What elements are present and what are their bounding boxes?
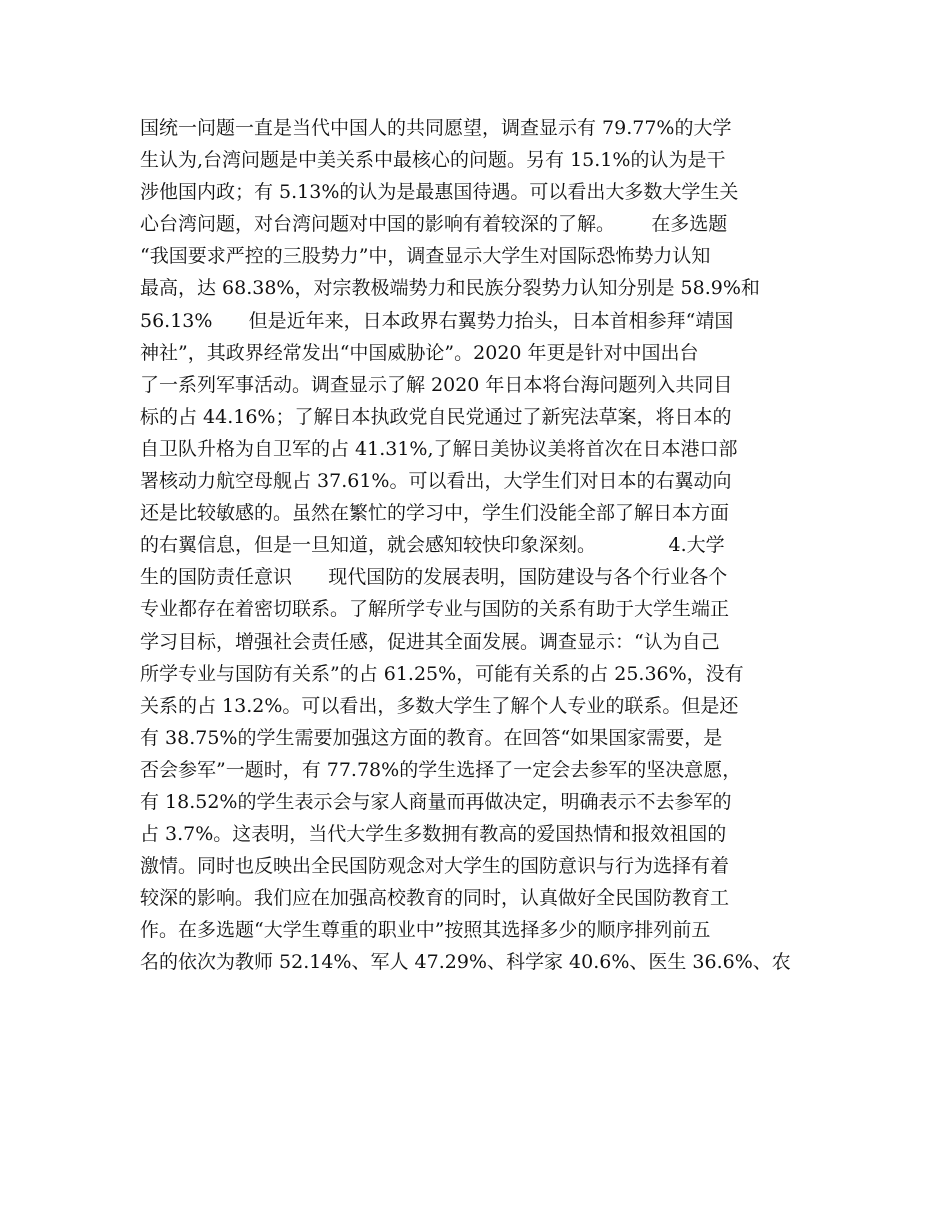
text-line-18: 所学专业与国防有关系”的占 61.25%，可能有关系的占 25.36%，没有: [140, 662, 744, 685]
text-line-2: 生认为,台湾问题是中美关系中最核心的问题。另有 15.1%的认为是干: [140, 149, 726, 172]
text-line-3: 涉他国内政；有 5.13%的认为是最惠国待遇。可以看出大多数大学生关: [140, 181, 739, 204]
text-line-20: 有 38.75%的学生需要加强这方面的教育。在回答“如果国家需要，是: [140, 726, 723, 749]
text-line-10: 标的占 44.16%；了解日本执政党自民党通过了新宪法草案，将日本的: [140, 405, 732, 428]
body-text: [140, 112, 820, 979]
text-line-11: 自卫队升格为自卫军的占 41.31%,了解日美协议美将首次在日本港口部: [140, 437, 738, 460]
text-line-5: “我国要求严控的三股势力”中，调查显示大学生对国际恐怖势力认知: [140, 245, 711, 268]
text-line-9: 了一系列军事活动。调查显示了解 2020 年日本将台海问题列入共同目: [140, 373, 733, 396]
text-line-6: 最高，达 68.38%，对宗教极端势力和民族分裂势力认知分别是 58.9%和: [140, 277, 760, 300]
text-line-16: 专业都存在着密切联系。了解所学专业与国防的关系有助于大学生端正: [140, 598, 730, 621]
text-line-17: 学习目标，增强社会责任感，促进其全面发展。调查显示：“认为自己: [140, 630, 720, 653]
text-line-24: 激情。同时也反映出全民国防观念对大学生的国防意识与行为选择有着: [140, 855, 730, 878]
text-line-4: 心台湾问题，对台湾问题对中国的影响有着较深的了解。 在多选题: [140, 213, 728, 236]
text-line-19: 关系的占 13.2%。可以看出，多数大学生了解个人专业的联系。但是还: [140, 694, 739, 717]
text-line-15: 生的国防责任意识 现代国防的发展表明，国防建设与各个行业各个: [140, 566, 728, 589]
text-line-13: 还是比较敏感的。虽然在繁忙的学习中，学生们没能全部了解日本方面: [140, 502, 730, 525]
text-line-22: 有 18.52%的学生表示会与家人商量而再做决定，明确表示不去参军的: [140, 790, 732, 813]
text-line-23: 占 3.7%。这表明，当代大学生多数拥有教高的爱国热情和报效祖国的: [140, 823, 727, 846]
text-line-12: 署核动力航空母舰占 37.61%。可以看出，大学生们对日本的右翼动向: [140, 470, 732, 493]
text-line-26: 作。在多选题“大学生尊重的职业中”按照其选择多少的顺序排列前五: [140, 919, 711, 942]
text-line-21: 否会参军”一题时，有 77.78%的学生选择了一定会去参军的坚决意愿，: [140, 758, 742, 781]
text-line-25: 较深的影响。我们应在加强高校教育的同时，认真做好全民国防教育工: [140, 887, 730, 910]
text-line-8: 神社”，其政界经常发出“中国威胁论”。2020 年更是针对中国出台: [140, 341, 699, 364]
text-line-1: 国统一问题一直是当代中国人的共同愿望，调查显示有 79.77%的大学: [140, 117, 732, 139]
text-line-7: 56.13% 但是近年来，日本政界右翼势力抬头，日本首相参拜“靖国: [140, 309, 734, 332]
text-line-14: 的右翼信息，但是一旦知道，就会感知较快印象深刻。 4.大学: [140, 534, 725, 557]
text-line-27: 名的依次为教师 52.14%、军人 47.29%、科学家 40.6%、医生 36.6%、农: [140, 951, 791, 974]
